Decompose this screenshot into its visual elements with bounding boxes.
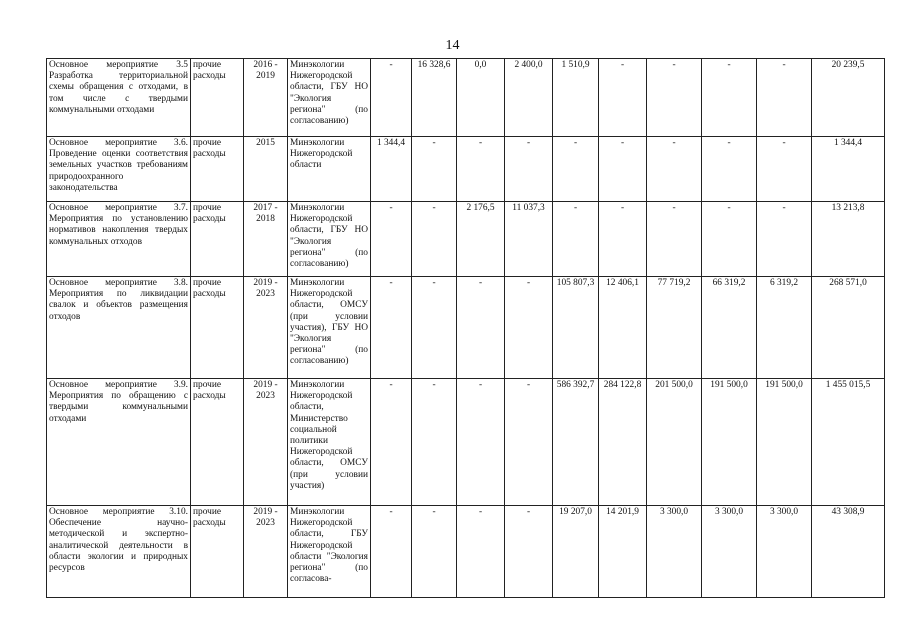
year-value-cell: 201 500,0 (647, 379, 702, 506)
executor-cell: Минэкологии Нижегородской области, ГБУ НО "Экология региона" (по согласованию) (288, 59, 371, 137)
year-value-cell: - (371, 379, 412, 506)
period-cell: 2016 - 2019 (244, 59, 288, 137)
year-value-cell: 586 392,7 (553, 379, 599, 506)
activity-name-cell: Основное мероприятие 3.7. Мероприятия по установлению нормативов накопления твердых коммунальных отходов (47, 202, 191, 277)
year-value-cell: 66 319,2 (702, 277, 757, 379)
year-value-cell: 191 500,0 (702, 379, 757, 506)
executor-cell: Минэкологии Нижегородской области, ОМСУ (при условии участия), ГБУ НО "Экология региона" (по согласованию) (288, 277, 371, 379)
year-value-cell: 105 807,3 (553, 277, 599, 379)
activity-name-cell: Основное мероприятие 3.6. Проведение оценки соответствия земельных участков требованиям природоохранного законодательства (47, 137, 191, 202)
year-value-cell: 2 400,0 (505, 59, 553, 137)
expense-type-cell: прочие расходы (191, 59, 244, 137)
year-value-cell: - (457, 379, 505, 506)
year-value-cell: - (412, 277, 457, 379)
year-value-cell: - (702, 137, 757, 202)
page-number: 14 (445, 38, 460, 53)
year-value-cell: 14 201,9 (599, 506, 647, 598)
year-value-cell: 0,0 (457, 59, 505, 137)
total-cell: 13 213,8 (812, 202, 885, 277)
period-cell: 2019 - 2023 (244, 379, 288, 506)
table-row (47, 59, 885, 137)
year-value-cell: 77 719,2 (647, 277, 702, 379)
year-value-cell: - (412, 379, 457, 506)
total-cell: 43 308,9 (812, 506, 885, 598)
year-value-cell: 16 328,6 (412, 59, 457, 137)
executor-cell: Минэкологии Нижегородской области, ГБУ НО "Экология региона" (по согласованию) (288, 202, 371, 277)
table-row (47, 137, 885, 202)
year-value-cell: 284 122,8 (599, 379, 647, 506)
year-value-cell: - (505, 379, 553, 506)
year-value-cell: - (702, 202, 757, 277)
year-value-cell: - (457, 277, 505, 379)
year-value-cell: - (757, 59, 812, 137)
activity-name-cell: Основное мероприятие 3.10. Обеспечение научно-методической и экспертно-аналитической деятельности в области экологии и природных ресурсов (47, 506, 191, 598)
total-cell: 1 344,4 (812, 137, 885, 202)
year-value-cell: 2 176,5 (457, 202, 505, 277)
year-value-cell: 191 500,0 (757, 379, 812, 506)
year-value-cell: - (757, 137, 812, 202)
year-value-cell: - (553, 137, 599, 202)
year-value-cell: 6 319,2 (757, 277, 812, 379)
year-value-cell: 11 037,3 (505, 202, 553, 277)
year-value-cell: - (702, 59, 757, 137)
year-value-cell: - (412, 202, 457, 277)
year-value-cell: - (412, 506, 457, 598)
year-value-cell: - (647, 59, 702, 137)
table-row (47, 379, 885, 506)
total-cell: 268 571,0 (812, 277, 885, 379)
year-value-cell: 1 510,9 (553, 59, 599, 137)
activity-name-cell: Основное мероприятие 3.9. Мероприятия по обращению с твердыми коммунальными отходами (47, 379, 191, 506)
year-value-cell: - (599, 137, 647, 202)
year-value-cell: - (371, 202, 412, 277)
year-value-cell: - (457, 137, 505, 202)
expense-type-cell: прочие расходы (191, 379, 244, 506)
activity-name-cell: Основное мероприятие 3.5 Разработка территориальной схемы обращения с отходами, в том числе с твердыми коммунальными отходами (47, 59, 191, 137)
year-value-cell: - (553, 202, 599, 277)
year-value-cell: - (505, 277, 553, 379)
total-cell: 20 239,5 (812, 59, 885, 137)
period-cell: 2019 - 2023 (244, 506, 288, 598)
executor-cell: Минэкологии Нижегородской области, ГБУ Нижегородской области "Экология региона" (по согласова- (288, 506, 371, 598)
period-cell: 2015 (244, 137, 288, 202)
year-value-cell: - (371, 59, 412, 137)
table-row (47, 202, 885, 277)
year-value-cell: - (757, 202, 812, 277)
executor-cell: Минэкологии Нижегородской области (288, 137, 371, 202)
year-value-cell: - (505, 506, 553, 598)
year-value-cell: - (505, 137, 553, 202)
year-value-cell: 1 344,4 (371, 137, 412, 202)
program-table (46, 58, 885, 598)
period-cell: 2017 - 2018 (244, 202, 288, 277)
year-value-cell: 19 207,0 (553, 506, 599, 598)
expense-type-cell: прочие расходы (191, 202, 244, 277)
year-value-cell: - (599, 59, 647, 137)
table-row (47, 277, 885, 379)
year-value-cell: 12 406,1 (599, 277, 647, 379)
executor-cell: Минэкологии Нижегородской области, Министерство социальной политики Нижегородской области, ОМСУ (при условии участия) (288, 379, 371, 506)
total-cell: 1 455 015,5 (812, 379, 885, 506)
activity-name-cell: Основное мероприятие 3.8. Мероприятия по ликвидации свалок и объектов размещения отходов (47, 277, 191, 379)
expense-type-cell: прочие расходы (191, 137, 244, 202)
expense-type-cell: прочие расходы (191, 506, 244, 598)
expense-type-cell: прочие расходы (191, 277, 244, 379)
year-value-cell: - (371, 506, 412, 598)
year-value-cell: - (647, 137, 702, 202)
year-value-cell: 3 300,0 (647, 506, 702, 598)
year-value-cell: - (412, 137, 457, 202)
period-cell: 2019 - 2023 (244, 277, 288, 379)
year-value-cell: 3 300,0 (757, 506, 812, 598)
year-value-cell: - (599, 202, 647, 277)
year-value-cell: - (457, 506, 505, 598)
year-value-cell: - (371, 277, 412, 379)
table-row (47, 506, 885, 598)
year-value-cell: 3 300,0 (702, 506, 757, 598)
year-value-cell: - (647, 202, 702, 277)
